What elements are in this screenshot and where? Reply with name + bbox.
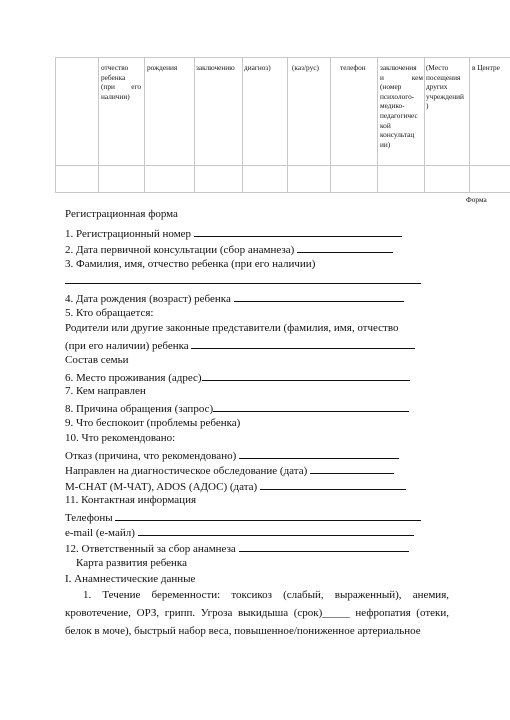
header-table — [55, 57, 510, 192]
parents-line-1: Родители или другие законные представители (фамилия, имя, отчество — [65, 322, 399, 334]
table-col-line — [98, 57, 99, 193]
table-col-line — [287, 57, 288, 193]
form-item-7: 7. Кем направлен — [65, 385, 146, 397]
family-composition: Состав семьи — [65, 354, 129, 366]
table-header-cell: (Место посещения других учреждений ) — [426, 63, 464, 111]
table-col-line — [242, 57, 243, 193]
table-row-divider — [55, 165, 510, 166]
refusal-line: Отказ (причина, что рекомендовано) — [65, 447, 399, 463]
table-col-line — [424, 57, 425, 193]
card-title: Карта развития ребенка — [76, 557, 187, 569]
form-item-2: 2. Дата первичной консультации (сбор анамнеза) — [65, 241, 393, 257]
table-top-border — [55, 57, 510, 58]
form-item-12: 12. Ответственный за сбор анамнеза — [65, 540, 409, 556]
table-col-line — [144, 57, 145, 193]
input-line[interactable] — [297, 241, 393, 253]
table-col-line — [469, 57, 470, 193]
table-header-cell: в Центре — [472, 63, 500, 72]
input-line[interactable] — [213, 400, 409, 412]
pregnancy-paragraph: 1. Течение беременности: токсикоз (слабый, выраженный), анемия, кровотечение, ОРЗ, грипп. Угроза выкидыша (срок)_____ нефропатия (отеки, белок в моче), быстрый набор веса, повышенное/пониженное артериальное — [65, 589, 449, 637]
form-item-1: 1. Регистрационный номер — [65, 225, 402, 241]
section-heading: I. Анамнестические данные — [65, 573, 196, 585]
form-title: Регистрационная форма — [65, 208, 178, 220]
email-line: e-mail (е-майл) — [65, 524, 414, 540]
form-item-6: 6. Место проживания (адрес) — [65, 369, 410, 385]
diagnostic-line: Направлен на диагностическое обследование (дата) — [65, 462, 394, 478]
table-col-line — [55, 57, 56, 193]
table-bottom-border — [55, 192, 510, 193]
input-line[interactable] — [260, 478, 406, 490]
table-header-cell: рождения — [147, 63, 178, 72]
form-item-11: 11. Контактная информация — [65, 494, 197, 506]
input-line[interactable] — [239, 540, 409, 552]
form-item-9: 9. Что беспокоит (проблемы ребенка) — [65, 417, 241, 429]
table-header-cell: диагноз) — [244, 63, 271, 72]
table-col-line — [377, 57, 378, 193]
table-col-line — [330, 57, 331, 193]
form-item-10: 10. Что рекомендовано: — [65, 432, 176, 444]
input-line[interactable] — [234, 290, 404, 302]
input-line[interactable] — [239, 447, 399, 459]
input-line[interactable] — [138, 524, 414, 536]
input-line[interactable] — [310, 462, 394, 474]
input-line[interactable] — [65, 283, 421, 284]
parents-line-2: (при его наличии) ребенка — [65, 337, 415, 353]
forma-label: Форма — [466, 195, 487, 204]
table-header-cell: телефон — [340, 63, 366, 72]
input-line[interactable] — [115, 509, 421, 521]
input-line[interactable] — [202, 369, 410, 381]
input-line[interactable] — [191, 337, 415, 349]
form-item-4: 4. Дата рождения (возраст) ребенка — [65, 290, 404, 306]
table-col-line — [194, 57, 195, 193]
mchat-ados-line: M-CHAT (М-ЧАТ), ADOS (АДОС) (дата) — [65, 478, 406, 494]
table-header-cell: заключения и кем (номер психолого- медико- педагогичес кой консультац ии) — [380, 63, 423, 149]
table-header-cell: заключению — [196, 63, 235, 72]
input-line[interactable] — [194, 225, 402, 237]
phones-line: Телефоны — [65, 509, 421, 525]
form-item-5: 5. Кто обращается: — [65, 307, 154, 319]
table-header-cell: (каз/рус) — [292, 63, 319, 72]
form-item-8: 8. Причина обращения (запрос) — [65, 400, 409, 416]
table-header-cell: отчество ребенка (при его наличии) — [101, 63, 141, 101]
form-item-3: 3. Фамилия, имя, отчество ребенка (при его наличии) — [65, 258, 316, 270]
